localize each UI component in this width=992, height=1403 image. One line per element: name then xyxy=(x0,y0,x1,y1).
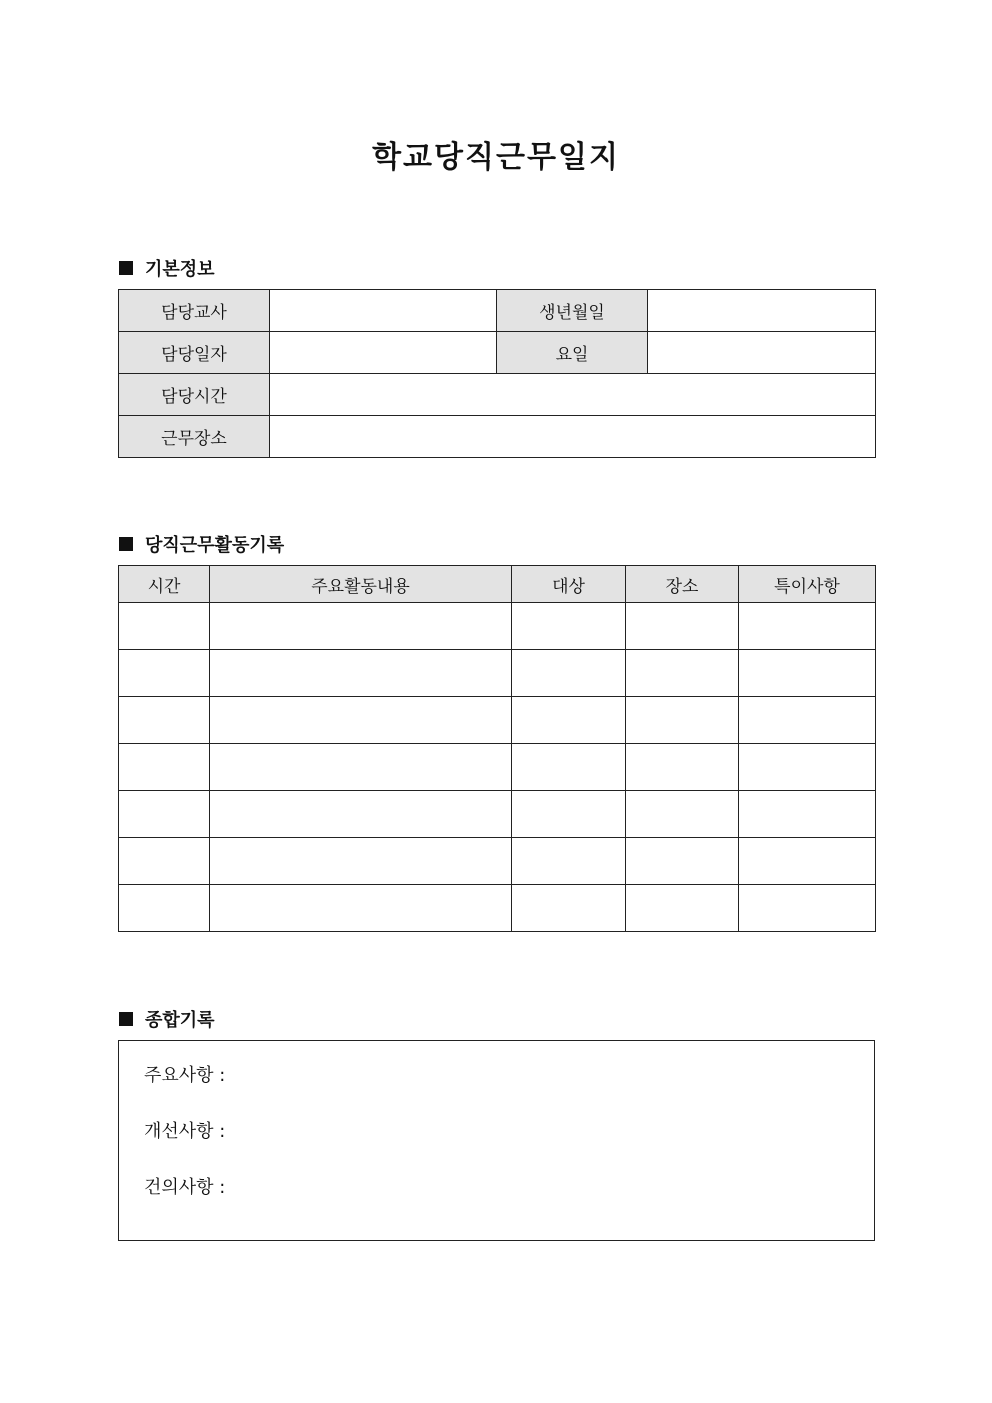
time-cell[interactable] xyxy=(119,885,210,932)
place-cell[interactable] xyxy=(626,885,739,932)
work-place-field[interactable] xyxy=(270,416,876,458)
activity-cell[interactable] xyxy=(210,697,512,744)
activity-log-heading xyxy=(119,531,284,557)
target-cell[interactable] xyxy=(512,838,626,885)
place-cell[interactable] xyxy=(626,744,739,791)
duty-time-field[interactable] xyxy=(270,374,876,416)
table-row xyxy=(119,791,876,838)
time-cell[interactable] xyxy=(119,697,210,744)
duty-date-field[interactable] xyxy=(270,332,497,374)
activity-cell[interactable] xyxy=(210,603,512,650)
teacher-field[interactable] xyxy=(270,290,497,332)
place-cell[interactable] xyxy=(626,838,739,885)
work-place-label: 근무장소 xyxy=(119,416,270,458)
column-header-notes: 특이사항 xyxy=(739,566,876,603)
summary-heading-label: 종합기록 xyxy=(145,1010,215,1031)
teacher-label: 담당교사 xyxy=(119,290,270,332)
square-bullet-icon xyxy=(119,537,133,551)
notes-cell[interactable] xyxy=(739,603,876,650)
notes-cell[interactable] xyxy=(739,791,876,838)
notes-cell[interactable] xyxy=(739,744,876,791)
table-row xyxy=(119,697,876,744)
basic-info-heading-label: 기본정보 xyxy=(145,259,215,280)
column-header-place: 장소 xyxy=(626,566,739,603)
place-cell[interactable] xyxy=(626,697,739,744)
summary-heading xyxy=(119,1006,215,1032)
place-cell[interactable] xyxy=(626,791,739,838)
summary-box[interactable] xyxy=(118,1040,875,1241)
target-cell[interactable] xyxy=(512,697,626,744)
notes-cell[interactable] xyxy=(739,885,876,932)
basic-info-heading xyxy=(119,255,215,281)
column-header-target: 대상 xyxy=(512,566,626,603)
activity-cell[interactable] xyxy=(210,791,512,838)
notes-cell[interactable] xyxy=(739,838,876,885)
table-row xyxy=(119,838,876,885)
target-cell[interactable] xyxy=(512,885,626,932)
activity-log-heading-label: 당직근무활동기록 xyxy=(145,535,285,556)
table-row xyxy=(119,885,876,932)
target-cell[interactable] xyxy=(512,650,626,697)
time-cell[interactable] xyxy=(119,838,210,885)
time-cell[interactable] xyxy=(119,650,210,697)
activity-cell[interactable] xyxy=(210,838,512,885)
target-cell[interactable] xyxy=(512,791,626,838)
summary-improvements: 개선사항 : xyxy=(144,1121,226,1142)
page-title: 학교당직근무일지 xyxy=(372,140,620,175)
place-cell[interactable] xyxy=(626,650,739,697)
duty-date-label: 담당일자 xyxy=(119,332,270,374)
place-cell[interactable] xyxy=(626,603,739,650)
summary-key-matters: 주요사항 : xyxy=(144,1065,226,1086)
table-row xyxy=(119,603,876,650)
time-cell[interactable] xyxy=(119,603,210,650)
column-header-activity: 주요활동내용 xyxy=(210,566,512,603)
weekday-label: 요일 xyxy=(497,332,648,374)
target-cell[interactable] xyxy=(512,603,626,650)
activity-cell[interactable] xyxy=(210,744,512,791)
duty-time-label: 담당시간 xyxy=(119,374,270,416)
time-cell[interactable] xyxy=(119,791,210,838)
summary-suggestions: 건의사항 : xyxy=(144,1177,226,1198)
notes-cell[interactable] xyxy=(739,650,876,697)
table-row xyxy=(119,650,876,697)
notes-cell[interactable] xyxy=(739,697,876,744)
birthdate-field[interactable] xyxy=(648,290,876,332)
activity-cell[interactable] xyxy=(210,650,512,697)
basic-info-table xyxy=(118,289,876,458)
weekday-field[interactable] xyxy=(648,332,876,374)
target-cell[interactable] xyxy=(512,744,626,791)
activity-cell[interactable] xyxy=(210,885,512,932)
square-bullet-icon xyxy=(119,261,133,275)
table-row xyxy=(119,744,876,791)
birthdate-label: 생년월일 xyxy=(497,290,648,332)
time-cell[interactable] xyxy=(119,744,210,791)
activity-log-table xyxy=(118,565,876,932)
square-bullet-icon xyxy=(119,1012,133,1026)
column-header-time: 시간 xyxy=(119,566,210,603)
